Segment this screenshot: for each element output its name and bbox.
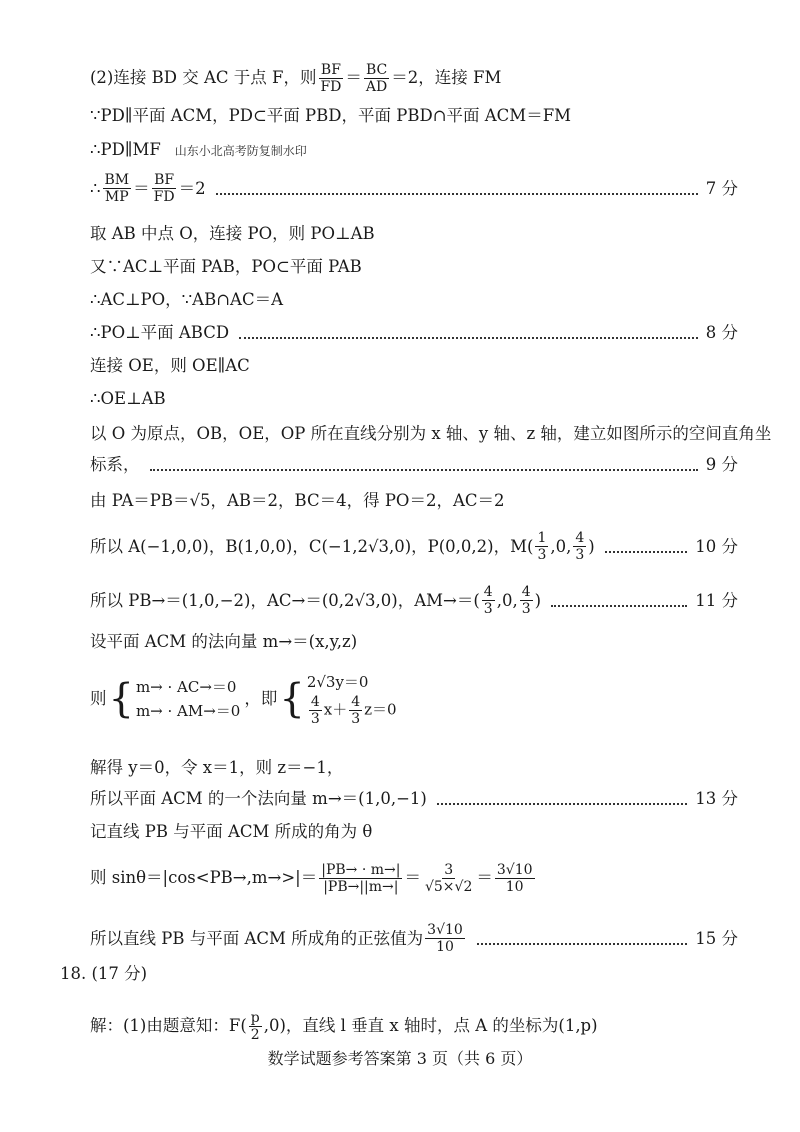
equation — [307, 694, 397, 727]
fraction-bf-fd — [152, 172, 177, 205]
page-footer: 数学试题参考答案第 3 页（共 6 页） — [267, 1049, 533, 1068]
solution-line-13 — [90, 491, 738, 511]
numerator: BC — [365, 62, 388, 78]
text: ,0, — [496, 590, 518, 610]
denominator: FD — [153, 189, 175, 205]
text: 取 AB 中点 O，连接 PO，则 PO⊥AB — [90, 224, 375, 243]
numerator: 4 — [351, 694, 361, 710]
fraction — [309, 694, 322, 727]
denominator: MP — [104, 189, 129, 205]
text: ∴AC⊥PO，∵AB∩AC＝A — [90, 290, 284, 309]
denominator: |PB→||m→| — [323, 879, 399, 895]
denominator: 3 — [575, 547, 585, 563]
dot-leader — [239, 337, 698, 339]
numerator: BF — [320, 62, 341, 78]
solution-line-2 — [90, 106, 738, 126]
text: 则 sinθ＝|cos<PB→,m→>|＝ — [90, 868, 318, 887]
therefore: ∴ — [90, 178, 101, 198]
solution-line-7 — [90, 290, 738, 310]
solution-line-6 — [90, 257, 738, 277]
denominator: 10 — [505, 879, 524, 895]
solution-line-17 — [90, 670, 738, 727]
fraction — [319, 862, 402, 895]
solution-line-1 — [90, 62, 738, 95]
text: 解得 y＝0，令 x＝1，则 z＝−1， — [90, 758, 344, 777]
equals: ＝ — [476, 868, 493, 887]
text: 标系， — [90, 455, 140, 474]
equation: 2√3y＝0 — [306, 673, 369, 691]
text: 则 — [90, 688, 107, 708]
numerator: 3√10 — [427, 922, 463, 938]
numerator: 3 — [444, 862, 454, 878]
solution-line-11 — [90, 424, 772, 444]
text: ) — [588, 536, 595, 556]
solution-line-18 — [90, 758, 738, 778]
fraction — [495, 862, 535, 895]
solution-line-3 — [90, 140, 738, 161]
score-label: 15 分 — [695, 928, 738, 948]
numerator: 4 — [310, 694, 320, 710]
equation: m→ · AC→＝0 — [135, 677, 237, 696]
text: ＝2 — [178, 178, 206, 198]
dot-leader — [150, 469, 698, 471]
equation: m→ · AM→＝0 — [135, 701, 241, 720]
text: 所以 PB→＝(1,0,−2)，AC→＝(0,2√3,0)，AM→＝( — [90, 590, 480, 610]
dot-leader — [551, 605, 687, 607]
solution-line-22 — [90, 922, 738, 955]
text: 所以直线 PB 与平面 ACM 所成角的正弦值为 — [90, 928, 424, 948]
equation-system — [90, 670, 397, 727]
fraction-bf-fd — [318, 62, 343, 95]
text: z＝0 — [364, 700, 397, 719]
solution-line-9 — [90, 356, 738, 376]
system-1 — [136, 675, 240, 723]
denominator: 2 — [250, 1027, 260, 1043]
fraction-bc-ad — [364, 62, 389, 95]
denominator: 3 — [537, 547, 547, 563]
numerator: BM — [104, 172, 130, 188]
solution-line-14 — [90, 530, 738, 563]
solution-line-15 — [90, 584, 738, 617]
score-label: 10 分 — [695, 536, 738, 556]
equals: ＝ — [345, 68, 362, 87]
equals: ＝ — [404, 868, 421, 887]
text: 记直线 PB 与平面 ACM 所成的角为 θ — [90, 822, 373, 841]
text: 所以平面 ACM 的一个法向量 m→＝(1,0,−1) — [90, 789, 427, 808]
text: ∴PD∥MF — [90, 140, 161, 159]
text: ,0)，直线 l 垂直 x 轴时，点 A 的坐标为(1,p) — [263, 1016, 598, 1035]
numerator: 3√10 — [496, 862, 533, 878]
fraction — [349, 694, 362, 727]
left-brace-icon: { — [108, 675, 134, 722]
fraction — [249, 1010, 262, 1043]
text: 以 O 为原点，OB，OE，OP 所在直线分别为 x 轴、y 轴、z 轴，建立如图所示的空间直角坐 — [90, 424, 772, 443]
dot-leader — [437, 803, 687, 805]
numerator: BF — [154, 172, 175, 188]
denominator: 3 — [310, 711, 320, 727]
text: ∵PD∥平面 ACM，PD⊂平面 PBD，平面 PBD∩平面 ACM＝FM — [90, 106, 572, 125]
denominator: AD — [365, 79, 388, 95]
denominator: FD — [320, 79, 342, 95]
text: ) — [534, 590, 542, 610]
left-brace-icon: { — [279, 675, 305, 722]
solution-line-20 — [90, 822, 738, 842]
fraction — [535, 530, 548, 563]
numerator: |PB→ · m→| — [321, 862, 401, 878]
score-label: 9 分 — [705, 455, 738, 474]
score-label: 8 分 — [705, 323, 738, 342]
text: x＋ — [323, 700, 348, 719]
text: ，即 — [244, 688, 278, 708]
watermark-text: 山东小北高考防复制水印 — [174, 144, 307, 158]
text: 所以 A(−1,0,0)，B(1,0,0)，C(−1,2√3,0)，P(0,0,2)，M( — [90, 536, 534, 556]
numerator: 4 — [521, 584, 531, 600]
text: 又∵AC⊥平面 PAB，PO⊂平面 PAB — [90, 257, 362, 276]
solution-line-21 — [90, 858, 738, 898]
dot-leader — [605, 551, 688, 553]
equals: ＝ — [133, 178, 150, 198]
numerator: 4 — [483, 584, 493, 600]
solution-line-23 — [90, 1010, 738, 1043]
solution-line-12 — [90, 455, 738, 475]
fraction — [482, 584, 495, 617]
denominator: 3 — [351, 711, 361, 727]
text: ＝2，连接 FM — [391, 68, 502, 87]
text: 设平面 ACM 的法向量 m→＝(x,y,z) — [90, 632, 358, 651]
solution-line-5 — [90, 224, 738, 244]
dot-leader — [477, 943, 687, 945]
text: (2)连接 BD 交 AC 于点 F，则 — [90, 68, 317, 87]
denominator: 3 — [483, 601, 493, 617]
solution-line-19 — [90, 789, 738, 809]
fraction — [520, 584, 533, 617]
question-18-heading: 18. (17 分) — [60, 964, 148, 983]
fraction — [425, 922, 465, 955]
score-label: 13 分 — [695, 789, 738, 808]
solution-line-16 — [90, 632, 738, 652]
denominator: 10 — [436, 939, 454, 955]
denominator: 3 — [521, 601, 531, 617]
solution-line-10 — [90, 389, 738, 409]
numerator: 4 — [575, 530, 585, 546]
system-2 — [307, 670, 397, 727]
solution-line-4 — [90, 172, 738, 205]
text: ,0, — [550, 536, 572, 556]
solution-line-8 — [90, 323, 738, 343]
text: ∴PO⊥平面 ABCD — [90, 323, 230, 342]
fraction-bm-mp — [103, 172, 132, 205]
text: ∴OE⊥AB — [90, 389, 166, 408]
text: 由 PA＝PB＝√5，AB＝2，BC＝4，得 PO＝2，AC＝2 — [90, 491, 505, 510]
score-label: 7 分 — [705, 178, 738, 198]
fraction — [573, 530, 586, 563]
dot-leader — [216, 193, 698, 195]
denominator: √5×√2 — [424, 879, 473, 895]
text: 连接 OE，则 OE∥AC — [90, 356, 250, 375]
text: 解：(1)由题意知：F( — [90, 1016, 247, 1035]
numerator: 1 — [537, 530, 547, 546]
score-label: 11 分 — [695, 590, 738, 610]
numerator: p — [250, 1010, 260, 1026]
fraction — [423, 862, 474, 895]
